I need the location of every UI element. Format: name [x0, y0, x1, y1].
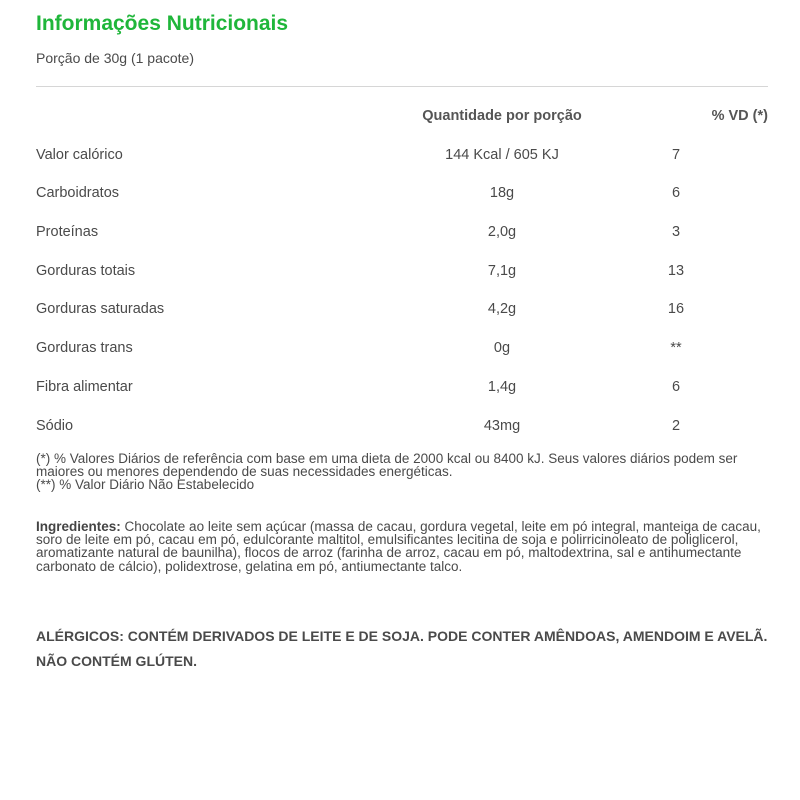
nutrient-quantity: 4,2g — [487, 301, 517, 318]
nutrient-quantity: 18g — [489, 185, 515, 202]
nutrient-vd: 13 — [667, 262, 685, 279]
ingredients-text: Chocolate ao leite sem açúcar (massa de cacau, gordura vegetal, leite em pó integral, manteiga de cacau, soro de leite em pó, cacau em pó, edulcorante maltitol, emulsificantes lecitina de soja e polirricinoleato de poliglicerol, aromatizante natural de baunilha), flocos de arroz (farinha de arroz, cacau em pó, maltodextrina, sal e antihumectante carbonato de cálcio), polidextrose, gelatina em pó, antiumectante talco. — [36, 519, 761, 574]
footnotes — [36, 452, 768, 491]
allergens-warning: ALÉRGICOS: CONTÉM DERIVADOS DE LEITE E DE SOJA. PODE CONTER AMÊNDOAS, AMENDOIM E AVELÃ. NÃO CONTÉM GLÚTEN. — [36, 628, 768, 669]
nutrient-quantity: 144 Kcal / 605 KJ — [445, 146, 559, 163]
ingredients-block — [36, 520, 768, 573]
table-row — [36, 216, 768, 255]
nutrient-vd: 6 — [671, 185, 681, 202]
nutrient-name: Proteínas — [36, 224, 99, 241]
nutrient-quantity: 0g — [493, 340, 511, 357]
nutrient-name: Fibra alimentar — [36, 378, 133, 395]
nutrient-vd: 7 — [671, 146, 681, 163]
portion-size: Porção de 30g (1 pacote) — [36, 50, 194, 66]
table-row — [36, 410, 768, 449]
header-quantity: Quantidade por porção — [422, 108, 582, 124]
not-established-note: (**) % Valor Diário Não Estabelecido — [36, 477, 255, 492]
nutrient-quantity: 2,0g — [487, 224, 517, 241]
nutrient-name: Gorduras trans — [36, 340, 133, 357]
table-row — [36, 177, 768, 216]
daily-values-note: (*) % Valores Diários de referência com base em uma dieta de 2000 kcal ou 8400 kJ. Seus valores diários podem ser maiores ou menores dependendo de suas necessidades energéticas. — [36, 451, 738, 479]
header-vd: % VD (*) — [711, 108, 768, 124]
nutrition-table — [36, 100, 768, 448]
table-row — [36, 332, 768, 371]
nutrient-quantity: 43mg — [483, 417, 521, 434]
nutrient-vd: ** — [670, 340, 682, 357]
nutrient-name: Carboidratos — [36, 185, 120, 202]
ingredients-label: Ingredientes: — [36, 519, 121, 534]
table-row — [36, 371, 768, 410]
nutrient-vd: 6 — [671, 378, 681, 395]
divider — [36, 86, 768, 87]
table-row — [36, 293, 768, 332]
nutrient-quantity: 1,4g — [487, 378, 517, 395]
nutrient-name: Gorduras saturadas — [36, 301, 165, 318]
table-header — [36, 100, 768, 139]
table-row — [36, 255, 768, 294]
nutrient-name: Valor calórico — [36, 146, 123, 163]
nutrient-name: Sódio — [36, 417, 74, 434]
page-title: Informações Nutricionais — [36, 12, 289, 35]
nutrient-vd: 2 — [671, 417, 681, 434]
nutrient-quantity: 7,1g — [487, 262, 517, 279]
nutrient-vd: 3 — [671, 224, 681, 241]
nutrient-vd: 16 — [667, 301, 685, 318]
nutrient-name: Gorduras totais — [36, 262, 136, 279]
table-row — [36, 139, 768, 178]
